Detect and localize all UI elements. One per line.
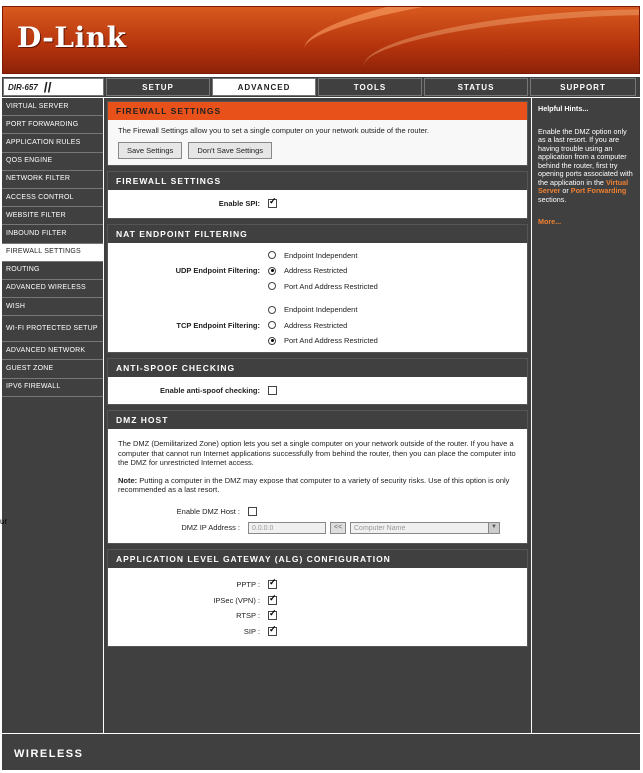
model-badge (3, 78, 104, 96)
virtual-server-link[interactable]: Virtual Server (538, 177, 629, 195)
tab-setup[interactable]: SETUP (106, 78, 210, 96)
tcp-option-label: Endpoint Independent (284, 305, 358, 314)
tcp-option-label: Address Restricted (284, 320, 348, 330)
sidebar-item-website-filter[interactable]: WEBSITE FILTER (2, 207, 103, 225)
sidebar-item-access-control[interactable]: ACCESS CONTROL (2, 189, 103, 207)
dmz-ip-input[interactable]: 0.0.0.0 (248, 522, 326, 534)
sidebar-item-wish[interactable]: WISH (2, 298, 103, 316)
alg-pptp-label: PPTP : (236, 580, 260, 589)
dmz-note-text: Putting a computer in the DMZ may expose that computer to a variety of security risks. Use of this option is only recommended as a last resort. (118, 475, 510, 494)
sidebar-item-wifi-protected-setup[interactable]: WI-FI PROTECTED SETUP (2, 316, 103, 342)
dmz-ip-label: DMZ IP Address : (181, 523, 240, 533)
dmz-note-label: Note: (118, 475, 138, 485)
alg-title: APPLICATION LEVEL GATEWAY (ALG) CONFIGURATION (108, 550, 527, 568)
tcp-option-label: Port And Address Restricted (284, 336, 378, 345)
antispoof-checkbox[interactable] (268, 386, 277, 395)
top-navigation (2, 77, 640, 97)
udp-option-label: Address Restricted (284, 266, 348, 275)
firewall-settings-title: FIREWALL SETTINGS (108, 172, 527, 190)
tab-status[interactable]: STATUS (424, 78, 528, 96)
hints-title: Helpful Hints... (538, 104, 589, 113)
dmz-host-section (107, 410, 528, 544)
wireless-footer-logo: WIRELESS (14, 748, 84, 760)
sidebar-item-application-rules[interactable]: APPLICATION RULES (2, 134, 103, 152)
helpful-hints-panel (532, 98, 640, 733)
hints-text-part: Enable the DMZ option only as a last resort. If you are having trouble using an application from a computer behind the router, first try opening ports associated with the application in the (538, 126, 633, 187)
sidebar-item-qos-engine[interactable]: QOS ENGINE (2, 153, 103, 171)
dmz-host-title: DMZ HOST (108, 411, 527, 429)
alg-rtsp-label: RTSP : (236, 611, 260, 620)
tab-tools[interactable]: TOOLS (318, 78, 422, 96)
antispoof-title: ANTI-SPOOF CHECKING (108, 359, 527, 377)
antispoof-label: Enable anti-spoof checking: (159, 385, 260, 395)
tcp-radio-port-address-restricted[interactable] (268, 337, 276, 345)
port-forwarding-link[interactable]: Port Forwarding (570, 186, 627, 195)
sidebar-item-inbound-filter[interactable]: INBOUND FILTER (2, 225, 103, 243)
udp-radio-endpoint-independent[interactable] (268, 251, 276, 259)
antispoof-section (107, 358, 528, 406)
firewall-intro-title: FIREWALL SETTINGS (108, 102, 527, 120)
tcp-radio-address-restricted[interactable] (268, 321, 276, 329)
dmz-note (118, 476, 517, 495)
chevron-down-icon: ▼ (488, 523, 499, 533)
enable-dmz-checkbox[interactable] (248, 507, 257, 516)
computer-name-select[interactable] (350, 522, 500, 534)
sidebar-item-advanced-wireless[interactable]: ADVANCED WIRELESS (2, 280, 103, 298)
main-content (104, 98, 531, 733)
hints-text-part: sections. (538, 194, 567, 204)
sidebar-item-port-forwarding[interactable]: PORT FORWARDING (2, 116, 103, 134)
tab-advanced[interactable]: ADVANCED (212, 78, 316, 96)
udp-filtering-label: UDP Endpoint Filtering: (175, 266, 260, 275)
header-banner (2, 6, 640, 74)
more-link[interactable]: More... (538, 217, 562, 226)
sidebar-item-virtual-server[interactable]: VIRTUAL SERVER (2, 98, 103, 116)
tab-support[interactable]: SUPPORT (530, 78, 636, 96)
alg-section (107, 549, 528, 647)
model-name: DIR-657 (8, 82, 38, 92)
firewall-intro-section (107, 101, 528, 166)
dmz-description: The DMZ (Demilitarized Zone) option lets you set a single computer on your network outside of the router. If you have a computer that cannot run Internet applications successfully from behind the router, then you can place the computer into the DMZ for unrestricted Internet access. (118, 439, 516, 467)
alg-sip-label: SIP : (243, 626, 260, 636)
save-settings-button[interactable]: Save Settings (118, 142, 182, 160)
tcp-filtering-label: TCP Endpoint Filtering: (176, 320, 260, 330)
computer-name-placeholder: Computer Name (354, 525, 406, 532)
tcp-radio-endpoint-independent[interactable] (268, 306, 276, 314)
alg-rtsp-checkbox[interactable] (268, 611, 277, 620)
sidebar-item-guest-zone[interactable]: GUEST ZONE (2, 360, 103, 378)
sidebar-item-firewall-settings[interactable]: FIREWALL SETTINGS (2, 244, 103, 262)
edge-text-fragment: ur (0, 517, 8, 526)
hints-text-part: or (562, 186, 569, 195)
nat-endpoint-section (107, 224, 528, 353)
sidebar-item-ipv6-firewall[interactable]: IPV6 FIREWALL (2, 379, 103, 397)
udp-option-label: Endpoint Independent (284, 250, 358, 260)
footer-bar (2, 734, 640, 770)
sidebar-item-network-filter[interactable]: NETWORK FILTER (2, 171, 103, 189)
slash-decoration: // (43, 79, 52, 95)
enable-dmz-label: Enable DMZ Host : (176, 506, 240, 516)
alg-pptp-checkbox[interactable] (268, 580, 277, 589)
left-sidebar (2, 98, 103, 733)
udp-radio-port-address-restricted[interactable] (268, 282, 276, 290)
dlink-logo: D-Link (17, 21, 127, 54)
alg-ipsec-checkbox[interactable] (268, 596, 277, 605)
alg-sip-checkbox[interactable] (268, 627, 277, 636)
udp-option-label: Port And Address Restricted (284, 281, 378, 291)
nat-endpoint-title: NAT ENDPOINT FILTERING (108, 225, 527, 243)
dont-save-settings-button[interactable]: Don't Save Settings (188, 142, 272, 160)
alg-ipsec-label: IPSec (VPN) : (213, 595, 260, 605)
spi-checkbox[interactable] (268, 199, 277, 208)
spi-label: Enable SPI: (218, 199, 260, 208)
sidebar-item-advanced-network[interactable]: ADVANCED NETWORK (2, 342, 103, 360)
firewall-settings-section (107, 171, 528, 219)
firewall-intro-description: The Firewall Settings allow you to set a single computer on your network outside of the router. (118, 126, 429, 135)
hints-text (538, 128, 634, 205)
copy-computer-button[interactable]: << (330, 522, 346, 534)
sidebar-item-routing[interactable]: ROUTING (2, 262, 103, 280)
udp-radio-address-restricted[interactable] (268, 267, 276, 275)
